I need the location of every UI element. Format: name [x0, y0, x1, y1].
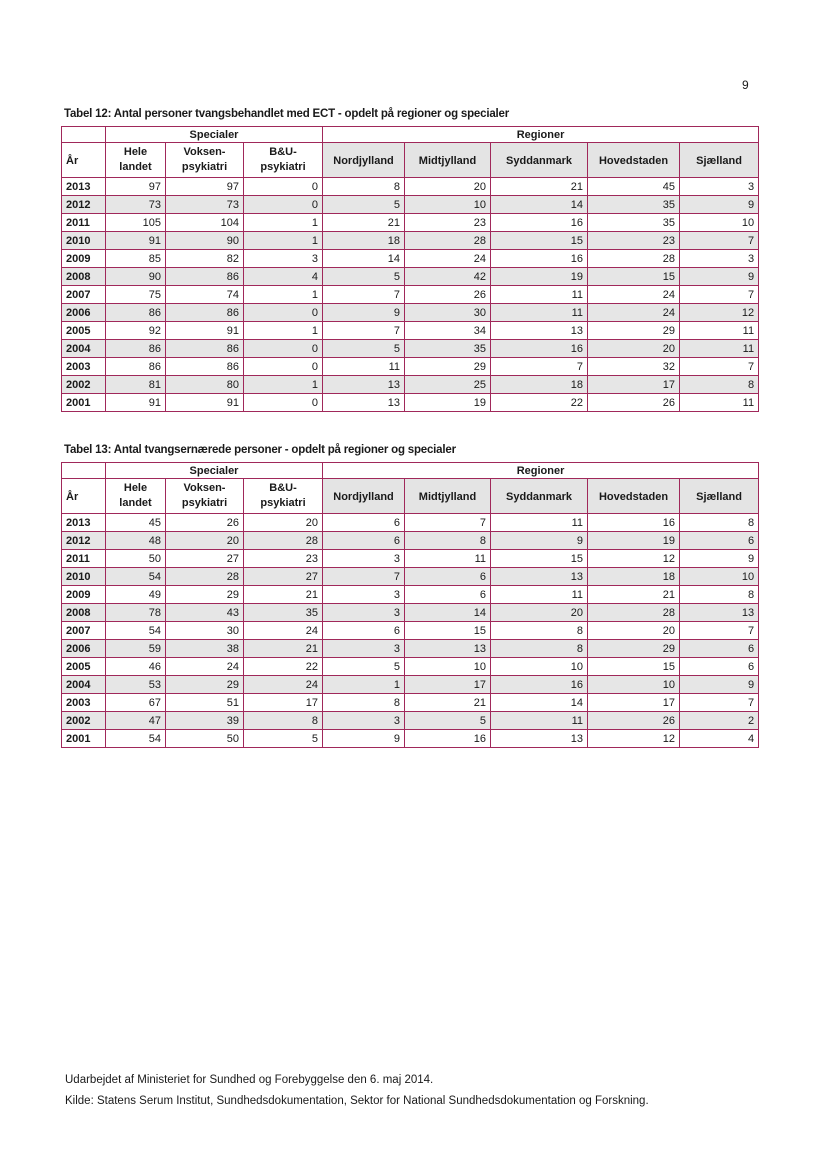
table-cell: 35 — [588, 214, 680, 232]
row-year-cell: 2007 — [62, 286, 106, 304]
table-cell: 14 — [323, 250, 405, 268]
table-cell: 29 — [166, 586, 244, 604]
row-year-cell: 2013 — [62, 514, 106, 532]
table-cell: 19 — [491, 268, 588, 286]
table-cell: 30 — [166, 622, 244, 640]
table-cell: 7 — [680, 694, 759, 712]
table-cell: 9 — [680, 196, 759, 214]
table-cell: 35 — [588, 196, 680, 214]
column-header: Voksen- psykiatri — [166, 143, 244, 178]
table-cell: 14 — [491, 694, 588, 712]
table-cell: 8 — [323, 178, 405, 196]
table-cell: 43 — [166, 604, 244, 622]
table-cell: 16 — [405, 730, 491, 748]
table-cell: 85 — [106, 250, 166, 268]
table-cell: 12 — [680, 304, 759, 322]
table-cell: 3 — [680, 250, 759, 268]
table-row — [62, 730, 759, 748]
table-cell: 6 — [680, 532, 759, 550]
table-cell: 3 — [323, 550, 405, 568]
table-cell: 97 — [166, 178, 244, 196]
table-cell: 1 — [244, 376, 323, 394]
row-year-cell: 2011 — [62, 214, 106, 232]
table-cell: 10 — [680, 214, 759, 232]
table-cell: 0 — [244, 304, 323, 322]
table-cell: 48 — [106, 532, 166, 550]
row-year-cell: 2010 — [62, 568, 106, 586]
row-year-cell: 2008 — [62, 604, 106, 622]
table-cell: 78 — [106, 604, 166, 622]
table-cell: 26 — [588, 712, 680, 730]
table-cell: 104 — [166, 214, 244, 232]
group-header-specialer: Specialer — [106, 463, 323, 479]
table-cell: 11 — [491, 304, 588, 322]
table-cell: 13 — [491, 730, 588, 748]
column-header: Hovedstaden — [588, 143, 680, 178]
table-cell: 14 — [491, 196, 588, 214]
row-year-cell: 2001 — [62, 394, 106, 412]
table-cell: 23 — [405, 214, 491, 232]
table-13 — [61, 462, 759, 748]
table-cell: 29 — [588, 640, 680, 658]
group-header-row — [62, 463, 759, 479]
group-header-row — [62, 127, 759, 143]
table-cell: 5 — [323, 196, 405, 214]
table-cell: 20 — [244, 514, 323, 532]
table-row — [62, 178, 759, 196]
table-cell: 91 — [106, 232, 166, 250]
table-cell: 18 — [588, 568, 680, 586]
table-cell: 73 — [166, 196, 244, 214]
table-cell: 8 — [680, 514, 759, 532]
table-cell: 27 — [166, 550, 244, 568]
table-cell: 12 — [588, 730, 680, 748]
table-cell: 51 — [166, 694, 244, 712]
table-cell: 81 — [106, 376, 166, 394]
table-cell: 13 — [323, 376, 405, 394]
table-cell: 86 — [106, 358, 166, 376]
table-cell: 7 — [680, 358, 759, 376]
table-cell: 5 — [323, 268, 405, 286]
table-row — [62, 286, 759, 304]
table-cell: 86 — [166, 268, 244, 286]
table-cell: 13 — [680, 604, 759, 622]
table-cell: 11 — [680, 394, 759, 412]
table-cell: 13 — [323, 394, 405, 412]
table-cell: 32 — [588, 358, 680, 376]
table-row — [62, 532, 759, 550]
table-cell: 11 — [491, 586, 588, 604]
row-year-cell: 2006 — [62, 640, 106, 658]
table-cell: 29 — [588, 322, 680, 340]
table-row — [62, 514, 759, 532]
table-cell: 1 — [244, 286, 323, 304]
table-cell: 1 — [244, 214, 323, 232]
column-header: År — [62, 479, 106, 514]
table-cell: 35 — [405, 340, 491, 358]
table-body — [62, 514, 759, 748]
row-year-cell: 2004 — [62, 340, 106, 358]
table-row — [62, 304, 759, 322]
table-cell: 54 — [106, 568, 166, 586]
table-row — [62, 394, 759, 412]
row-year-cell: 2006 — [62, 304, 106, 322]
group-header-empty — [62, 463, 106, 479]
table-cell: 97 — [106, 178, 166, 196]
table-cell: 12 — [588, 550, 680, 568]
column-header: B&U- psykiatri — [244, 143, 323, 178]
column-header: Sjælland — [680, 143, 759, 178]
row-year-cell: 2002 — [62, 376, 106, 394]
table-cell: 86 — [166, 304, 244, 322]
column-header: Voksen- psykiatri — [166, 479, 244, 514]
column-header: Midtjylland — [405, 479, 491, 514]
table-cell: 8 — [323, 694, 405, 712]
table-cell: 8 — [405, 532, 491, 550]
row-year-cell: 2011 — [62, 550, 106, 568]
table-cell: 24 — [166, 658, 244, 676]
column-header: Syddanmark — [491, 479, 588, 514]
table-cell: 0 — [244, 196, 323, 214]
table-cell: 8 — [244, 712, 323, 730]
table-cell: 42 — [405, 268, 491, 286]
row-year-cell: 2008 — [62, 268, 106, 286]
table-cell: 16 — [491, 676, 588, 694]
table-cell: 105 — [106, 214, 166, 232]
table-cell: 18 — [323, 232, 405, 250]
table-cell: 20 — [588, 340, 680, 358]
table-cell: 11 — [491, 286, 588, 304]
table-cell: 5 — [323, 658, 405, 676]
table-cell: 9 — [323, 304, 405, 322]
row-year-cell: 2005 — [62, 322, 106, 340]
table-row — [62, 268, 759, 286]
table-cell: 59 — [106, 640, 166, 658]
group-header-regioner: Regioner — [323, 463, 759, 479]
table-cell: 39 — [166, 712, 244, 730]
table-row — [62, 358, 759, 376]
table-cell: 10 — [405, 658, 491, 676]
table-cell: 24 — [588, 304, 680, 322]
group-header-regioner: Regioner — [323, 127, 759, 143]
table-row — [62, 658, 759, 676]
table-cell: 91 — [166, 394, 244, 412]
column-header: Hovedstaden — [588, 479, 680, 514]
table-cell: 27 — [244, 568, 323, 586]
table-cell: 0 — [244, 394, 323, 412]
table-cell: 21 — [588, 586, 680, 604]
table-cell: 1 — [244, 232, 323, 250]
table-cell: 3 — [323, 604, 405, 622]
table-row — [62, 622, 759, 640]
table-cell: 6 — [405, 568, 491, 586]
table-cell: 16 — [491, 214, 588, 232]
table-cell: 5 — [323, 340, 405, 358]
table-cell: 4 — [244, 268, 323, 286]
table-cell: 11 — [680, 340, 759, 358]
table-cell: 50 — [166, 730, 244, 748]
row-year-cell: 2001 — [62, 730, 106, 748]
table-cell: 90 — [166, 232, 244, 250]
table-cell: 47 — [106, 712, 166, 730]
column-header: Nordjylland — [323, 143, 405, 178]
table-cell: 10 — [405, 196, 491, 214]
table-row — [62, 676, 759, 694]
group-header-empty — [62, 127, 106, 143]
table-row — [62, 322, 759, 340]
table-cell: 3 — [244, 250, 323, 268]
table-cell: 80 — [166, 376, 244, 394]
table-cell: 18 — [491, 376, 588, 394]
table-cell: 9 — [323, 730, 405, 748]
table-cell: 15 — [588, 658, 680, 676]
table-cell: 21 — [405, 694, 491, 712]
table-cell: 73 — [106, 196, 166, 214]
table-cell: 6 — [405, 586, 491, 604]
row-year-cell: 2007 — [62, 622, 106, 640]
table-cell: 28 — [405, 232, 491, 250]
table-cell: 24 — [244, 676, 323, 694]
table-cell: 24 — [405, 250, 491, 268]
table-cell: 19 — [405, 394, 491, 412]
table-cell: 24 — [588, 286, 680, 304]
table-cell: 17 — [244, 694, 323, 712]
table-cell: 20 — [588, 622, 680, 640]
row-year-cell: 2013 — [62, 178, 106, 196]
table-cell: 7 — [405, 514, 491, 532]
table-cell: 20 — [405, 178, 491, 196]
footer-source: Kilde: Statens Serum Institut, Sundhedsdokumentation, Sektor for National Sundhedsdokumentation og Forskning. — [65, 1095, 649, 1107]
group-header-specialer: Specialer — [106, 127, 323, 143]
table-row — [62, 340, 759, 358]
table-cell: 15 — [405, 622, 491, 640]
row-year-cell: 2009 — [62, 586, 106, 604]
table-cell: 26 — [166, 514, 244, 532]
table-cell: 20 — [491, 604, 588, 622]
table-cell: 29 — [405, 358, 491, 376]
table-cell: 86 — [166, 358, 244, 376]
column-header-row — [62, 479, 759, 514]
table-cell: 21 — [244, 586, 323, 604]
column-header: Syddanmark — [491, 143, 588, 178]
table-cell: 13 — [405, 640, 491, 658]
table-cell: 23 — [244, 550, 323, 568]
table-row — [62, 568, 759, 586]
page-number: 9 — [742, 78, 749, 92]
table-cell: 20 — [166, 532, 244, 550]
table-cell: 28 — [166, 568, 244, 586]
table-cell: 9 — [680, 676, 759, 694]
row-year-cell: 2002 — [62, 712, 106, 730]
table-cell: 4 — [680, 730, 759, 748]
table-cell: 86 — [166, 340, 244, 358]
table-cell: 22 — [244, 658, 323, 676]
table-cell: 10 — [588, 676, 680, 694]
table-cell: 0 — [244, 340, 323, 358]
table-cell: 67 — [106, 694, 166, 712]
table-cell: 50 — [106, 550, 166, 568]
table-row — [62, 196, 759, 214]
table-cell: 5 — [405, 712, 491, 730]
table-row — [62, 376, 759, 394]
table-cell: 15 — [491, 232, 588, 250]
column-header: År — [62, 143, 106, 178]
table-cell: 7 — [323, 568, 405, 586]
table-cell: 86 — [106, 304, 166, 322]
table-cell: 26 — [405, 286, 491, 304]
column-header-row — [62, 143, 759, 178]
row-year-cell: 2009 — [62, 250, 106, 268]
table-cell: 6 — [323, 622, 405, 640]
table-row — [62, 250, 759, 268]
table-row — [62, 712, 759, 730]
table-cell: 3 — [323, 640, 405, 658]
table-cell: 11 — [491, 514, 588, 532]
table-row — [62, 214, 759, 232]
table-cell: 16 — [588, 514, 680, 532]
table-cell: 38 — [166, 640, 244, 658]
table-cell: 1 — [323, 676, 405, 694]
table-cell: 9 — [680, 268, 759, 286]
table-row — [62, 694, 759, 712]
table-12-title: Tabel 12: Antal personer tvangsbehandlet med ECT - opdelt på regioner og specialer — [64, 108, 509, 120]
table-cell: 21 — [323, 214, 405, 232]
table-cell: 45 — [588, 178, 680, 196]
table-cell: 15 — [491, 550, 588, 568]
footer-prepared-by: Udarbejdet af Ministeriet for Sundhed og Forebyggelse den 6. maj 2014. — [65, 1074, 434, 1086]
table-cell: 11 — [323, 358, 405, 376]
table-cell: 23 — [588, 232, 680, 250]
row-year-cell: 2003 — [62, 358, 106, 376]
table-cell: 6 — [680, 640, 759, 658]
column-header: B&U- psykiatri — [244, 479, 323, 514]
table-cell: 21 — [244, 640, 323, 658]
table-cell: 10 — [680, 568, 759, 586]
column-header: Hele landet — [106, 479, 166, 514]
table-cell: 54 — [106, 622, 166, 640]
table-cell: 17 — [588, 376, 680, 394]
table-cell: 3 — [323, 712, 405, 730]
table-cell: 6 — [323, 514, 405, 532]
table-cell: 28 — [588, 604, 680, 622]
table-cell: 9 — [491, 532, 588, 550]
table-cell: 24 — [244, 622, 323, 640]
table-cell: 9 — [680, 550, 759, 568]
table-cell: 6 — [680, 658, 759, 676]
table-row — [62, 232, 759, 250]
column-header: Nordjylland — [323, 479, 405, 514]
table-cell: 7 — [491, 358, 588, 376]
table-cell: 92 — [106, 322, 166, 340]
table-cell: 17 — [588, 694, 680, 712]
table-cell: 0 — [244, 178, 323, 196]
table-cell: 53 — [106, 676, 166, 694]
table-cell: 90 — [106, 268, 166, 286]
row-year-cell: 2004 — [62, 676, 106, 694]
table-cell: 1 — [244, 322, 323, 340]
table-cell: 86 — [106, 340, 166, 358]
table-cell: 22 — [491, 394, 588, 412]
table-cell: 7 — [680, 622, 759, 640]
table-cell: 8 — [491, 622, 588, 640]
column-header: Midtjylland — [405, 143, 491, 178]
table-cell: 91 — [106, 394, 166, 412]
table-cell: 34 — [405, 322, 491, 340]
table-cell: 29 — [166, 676, 244, 694]
row-year-cell: 2005 — [62, 658, 106, 676]
table-cell: 11 — [491, 712, 588, 730]
table-12 — [61, 126, 759, 412]
table-cell: 8 — [491, 640, 588, 658]
table-row — [62, 604, 759, 622]
table-cell: 82 — [166, 250, 244, 268]
table-cell: 3 — [680, 178, 759, 196]
table-cell: 30 — [405, 304, 491, 322]
table-row — [62, 586, 759, 604]
table-cell: 46 — [106, 658, 166, 676]
table-cell: 8 — [680, 376, 759, 394]
table-cell: 17 — [405, 676, 491, 694]
table-cell: 91 — [166, 322, 244, 340]
table-13-title: Tabel 13: Antal tvangsernærede personer - opdelt på regioner og specialer — [64, 444, 456, 456]
table-body — [62, 178, 759, 412]
table-cell: 54 — [106, 730, 166, 748]
table-cell: 7 — [323, 286, 405, 304]
table-cell: 11 — [680, 322, 759, 340]
table-cell: 8 — [680, 586, 759, 604]
table-cell: 2 — [680, 712, 759, 730]
table-row — [62, 640, 759, 658]
table-row — [62, 550, 759, 568]
table-cell: 25 — [405, 376, 491, 394]
table-cell: 49 — [106, 586, 166, 604]
table-cell: 13 — [491, 322, 588, 340]
row-year-cell: 2010 — [62, 232, 106, 250]
row-year-cell: 2012 — [62, 532, 106, 550]
row-year-cell: 2003 — [62, 694, 106, 712]
table-cell: 28 — [588, 250, 680, 268]
table-cell: 75 — [106, 286, 166, 304]
table-cell: 11 — [405, 550, 491, 568]
table-cell: 16 — [491, 250, 588, 268]
column-header: Sjælland — [680, 479, 759, 514]
table-cell: 21 — [491, 178, 588, 196]
table-cell: 26 — [588, 394, 680, 412]
table-cell: 5 — [244, 730, 323, 748]
table-cell: 7 — [680, 286, 759, 304]
table-cell: 3 — [323, 586, 405, 604]
table-cell: 35 — [244, 604, 323, 622]
table-cell: 10 — [491, 658, 588, 676]
column-header: Hele landet — [106, 143, 166, 178]
table-cell: 74 — [166, 286, 244, 304]
row-year-cell: 2012 — [62, 196, 106, 214]
table-cell: 13 — [491, 568, 588, 586]
table-cell: 45 — [106, 514, 166, 532]
table-cell: 28 — [244, 532, 323, 550]
table-cell: 7 — [680, 232, 759, 250]
table-cell: 19 — [588, 532, 680, 550]
table-cell: 0 — [244, 358, 323, 376]
table-cell: 16 — [491, 340, 588, 358]
table-cell: 6 — [323, 532, 405, 550]
table-cell: 14 — [405, 604, 491, 622]
table-cell: 15 — [588, 268, 680, 286]
table-cell: 7 — [323, 322, 405, 340]
